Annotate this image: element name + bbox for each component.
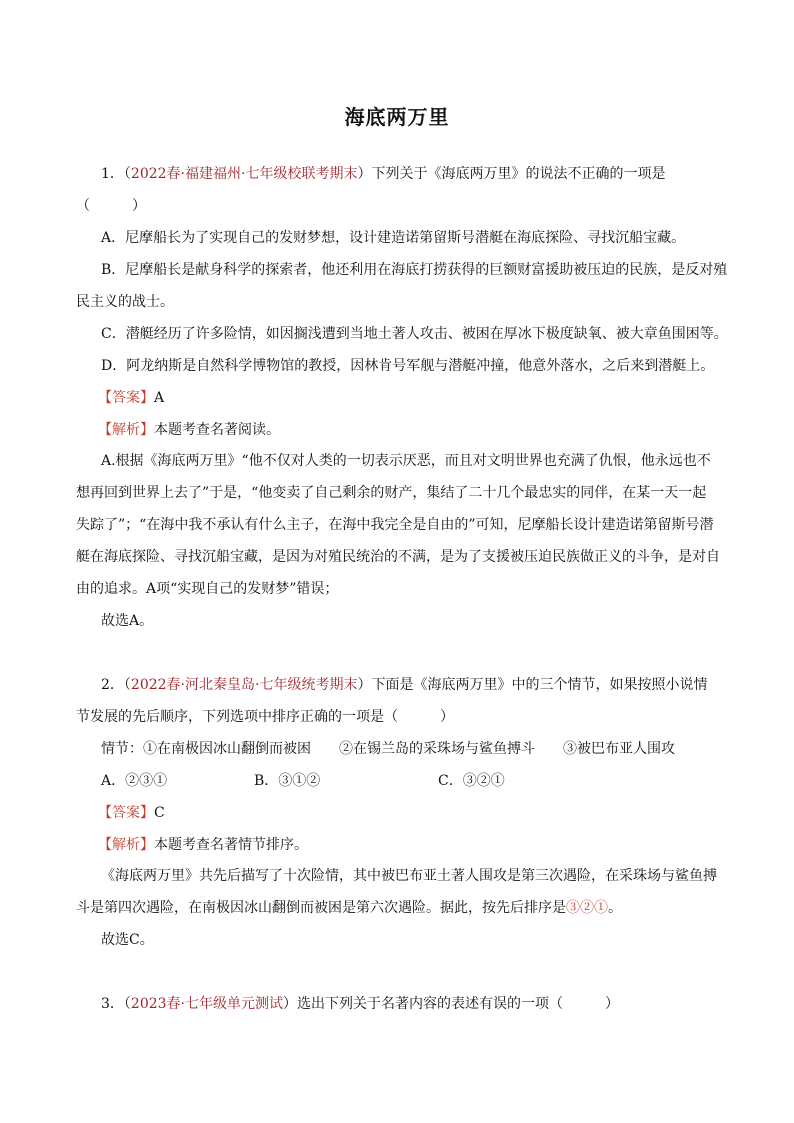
- explanation-line: 艇在海底探险、寻找沉船宝藏，是因为对殖民统治的不满，是为了支援被压迫民族做正义的斗争，是对自: [76, 549, 720, 565]
- question-2-stem: [101, 675, 707, 695]
- question-1-stem: [101, 164, 665, 184]
- analysis-line: [98, 420, 280, 440]
- question-text: ）选出下列关于名著内容的表述有误的一项（ ）: [283, 996, 620, 1012]
- option-d: D．阿龙纳斯是自然科学博物馆的教授，因林肯号军舰与潜艇冲撞，他意外落水，之后来到潜艇上。: [101, 358, 715, 374]
- answer-line: [98, 388, 164, 408]
- question-number: 3．（: [101, 996, 131, 1012]
- explanation-line: 失踪了”；“在海中我不承认有什么主子，在海中我完全是自由的”可知，尼摩船长设计建造诺第留斯号潜: [76, 517, 714, 533]
- explanation-line: A.根据《海底两万里》“他不仅对人类的一切表示厌恶，而且对文明世界也充满了仇恨，他永远也不: [101, 453, 711, 469]
- question-number: 1．（: [101, 166, 131, 182]
- answer-tag: 【答案】: [98, 390, 154, 406]
- question-source: 2023春·七年级单元测试: [130, 996, 284, 1012]
- answer-line: [98, 803, 165, 823]
- option-b: B．尼摩船长是献身科学的探索者，他还利用在海底打捞获得的巨额财富援助被压迫的民族，是反对殖: [101, 262, 728, 278]
- analysis-line: [98, 835, 308, 855]
- analysis-text: 本题考查名著情节排序。: [154, 837, 308, 853]
- question-number: 2．（: [101, 677, 131, 693]
- answer-blank: （ ）: [76, 198, 146, 214]
- option-b-cont: 民主义的战士。: [76, 294, 174, 310]
- ordered-answer: ③②①: [566, 900, 608, 916]
- question-text: ）下面是《海底两万里》中的三个情节，如果按照小说情: [357, 677, 708, 693]
- chosen-answer: 故选C。: [101, 932, 154, 948]
- chosen-answer: 故选A。: [101, 613, 154, 629]
- question-text: ）下列关于《海底两万里》的说法不正确的一项是: [357, 166, 666, 182]
- option-c: C．潜艇经历了许多险情，如因搁浅遭到当地土著人攻击、被困在厚冰下极度缺氧、被大章鱼围困等。: [101, 326, 728, 342]
- explanation-text: 。: [608, 900, 622, 916]
- analysis-tag: 【解析】: [98, 422, 154, 438]
- answer-tag: 【答案】: [98, 805, 154, 821]
- answer-value: C: [154, 805, 165, 821]
- question-source: 2022春·河北秦皇岛·七年级统考期末: [130, 677, 358, 693]
- option-b: B．③①②: [254, 773, 321, 789]
- question-source: 2022春·福建福州·七年级校联考期末: [130, 166, 358, 182]
- plot-list: 情节：①在南极因冰山翻倒而被困 ②在锡兰岛的采珠场与鲨鱼搏斗 ③被巴布亚人围攻: [101, 741, 675, 757]
- answer-value: A: [154, 390, 165, 406]
- explanation-line: 由的追求。A项“实现自己的发财梦”错误；: [76, 581, 339, 597]
- explanation-line: 《海底两万里》共先后描写了十次险情，其中被巴布亚土著人围攻是第三次遇险，在采珠场与鲨鱼搏: [101, 868, 717, 884]
- page-title: 海底两万里: [344, 105, 450, 129]
- question-3-stem: [101, 994, 619, 1014]
- option-a: A．尼摩船长为了实现自己的发财梦想，设计建造诺第留斯号潜艇在海底探险、寻找沉船宝藏。: [101, 230, 686, 246]
- explanation-text: 斗是第四次遇险，在南极因冰山翻倒而被困是第六次遇险。据此，按先后排序是: [76, 900, 566, 916]
- analysis-text: 本题考查名著阅读。: [154, 422, 280, 438]
- option-c: C．③②①: [438, 773, 505, 789]
- analysis-tag: 【解析】: [98, 837, 154, 853]
- explanation-line: 想再回到世界上去了”于是，“他变卖了自己剩余的财产，集结了二十几个最忠实的同伴，在某一天一起: [76, 485, 707, 501]
- explanation-line: [76, 898, 622, 918]
- question-text-cont: 节发展的先后顺序，下列选项中排序正确的一项是（ ）: [76, 709, 454, 725]
- option-a: A．②③①: [101, 773, 168, 789]
